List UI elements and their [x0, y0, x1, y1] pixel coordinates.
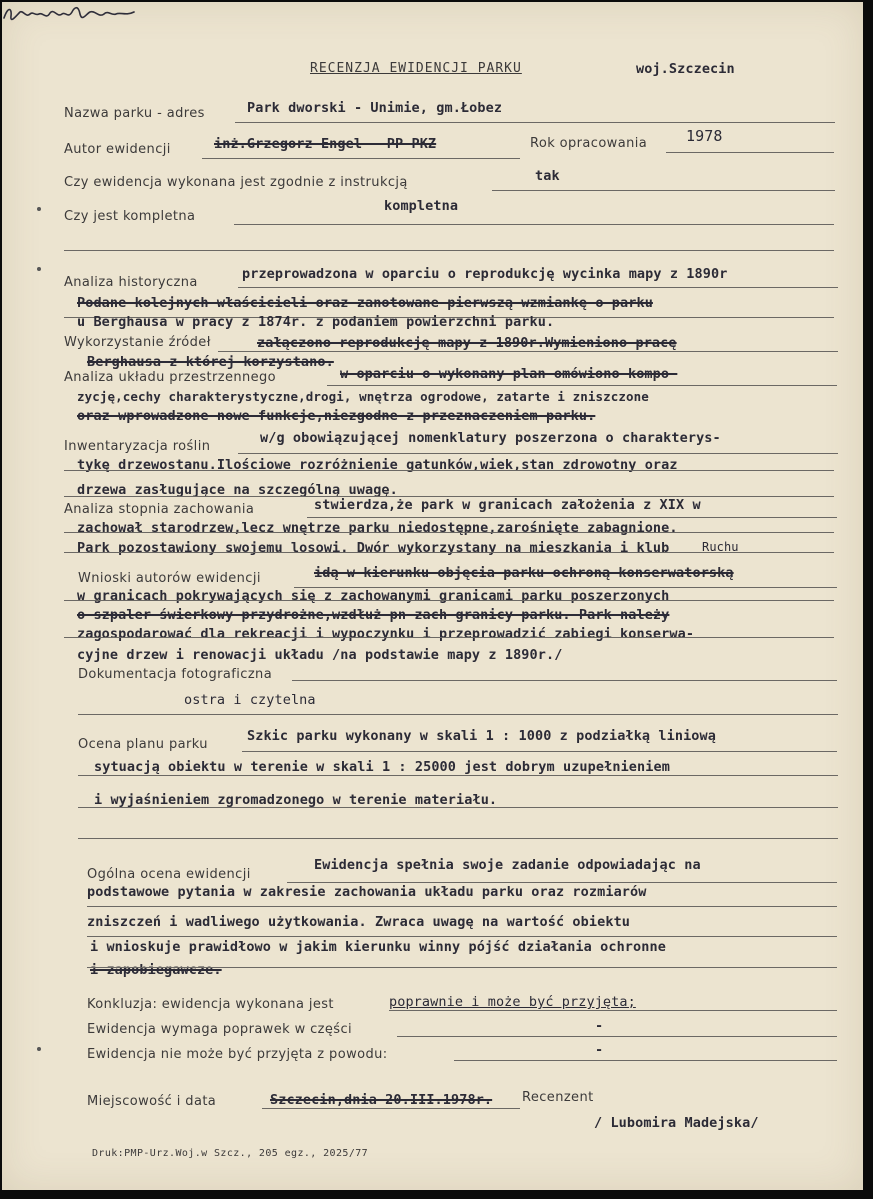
fill-line: [389, 1010, 837, 1011]
layout-line: w oparciu o wykonany plan omówiono kompo-: [340, 366, 678, 382]
corrections-label: Ewidencja wymaga poprawek w części: [87, 1022, 353, 1037]
punch-hole: [37, 1047, 41, 1051]
photo-label: Dokumentacja fotograficzna: [78, 667, 273, 682]
sources-line: Berghausa z której korzystano.: [87, 354, 334, 370]
conclusions-line: o szpaler świerkowy przydrożne,wzdłuż pn-zach granicy parku. Park należy: [77, 607, 670, 623]
overall-line: i zapobiegawcze.: [90, 962, 222, 978]
layout-label: Analiza układu przestrzennego: [64, 370, 277, 385]
fill-line: [238, 453, 838, 454]
fill-line: [218, 351, 838, 352]
history-line: Podane kolejnych właścicieli oraz zanotowane pierwszą wzmiankę o parku: [77, 295, 653, 311]
corrections-value: -: [595, 1018, 604, 1034]
region-label: woj.Szczecin: [636, 61, 735, 77]
fill-line: [64, 532, 834, 533]
fill-line: [87, 936, 837, 937]
plan-line: Szkic parku wykonany w skali 1 : 1000 z podziałką liniową: [247, 728, 716, 744]
document-sheet: [2, 2, 863, 1190]
conclusions-label: Wnioski autorów ewidencji: [78, 571, 261, 586]
preservation-line: zachował starodrzew,lecz wnętrze parku niedostępne,zarośnięte zabagnione.: [77, 520, 678, 536]
layout-line: oraz wprowadzone nowe funkcje,niezgodne z przeznaczeniem parku.: [77, 408, 596, 424]
preservation-line: Park pozostawiony swojemu losowi. Dwór wykorzystany na mieszkania i klub: [77, 540, 670, 556]
document-title: RECENZJA EWIDENCJI PARKU: [310, 61, 522, 76]
fill-line: [666, 152, 834, 153]
preservation-line: stwierdza,że park w granicach założenia z XIX w: [314, 497, 701, 513]
overall-line: Ewidencja spełnia swoje zadanie odpowiadając na: [314, 857, 701, 873]
fill-line: [492, 190, 835, 191]
inventory-label: Inwentaryzacja roślin: [64, 439, 211, 454]
reviewer-name: / Lubomira Madejska/: [594, 1115, 759, 1131]
punch-hole: [37, 207, 41, 211]
conclusions-line: idą w kierunku objęcia parku ochroną konserwatorską: [314, 565, 734, 581]
fill-line: [78, 775, 838, 776]
fill-line: [64, 250, 834, 251]
reviewer-label: Recenzent: [522, 1090, 594, 1105]
fill-line: [202, 158, 520, 159]
preservation-label: Analiza stopnia zachowania: [64, 502, 255, 517]
punch-hole: [37, 267, 41, 271]
place-date-label: Miejscowość i data: [87, 1094, 217, 1109]
fill-line: [78, 838, 838, 839]
fill-line: [238, 287, 838, 288]
conclusions-line: w granicach pokrywających się z zachowanymi granicami parku poszerzonych: [77, 588, 670, 604]
place-date-value: Szczecin,dnia 20.III.1978r.: [270, 1092, 493, 1108]
fill-line: [397, 1036, 837, 1037]
plan-line: i wyjaśnieniem zgromadzonego w terenie materiału.: [94, 792, 498, 808]
handwritten-signature: [2, 2, 142, 28]
fill-line: [287, 882, 837, 883]
instruction-label: Czy ewidencja wykonana jest zgodnie z instrukcją: [64, 175, 408, 190]
year-label: Rok opracowania: [530, 136, 648, 151]
fill-line: [78, 807, 838, 808]
fill-line: [64, 637, 834, 638]
photo-value: ostra i czytelna: [184, 692, 316, 708]
fill-line: [262, 1108, 520, 1109]
fill-line: [87, 906, 837, 907]
overall-line: zniszczeń i wadliwego użytkowania. Zwraca uwagę na wartość obiektu: [87, 914, 631, 930]
fill-line: [327, 385, 837, 386]
layout-line: zycję,cechy charakterystyczne,drogi, wnętrza ogrodowe, zatarte i zniszczone: [77, 389, 649, 404]
inventory-line: tykę drzewostanu.Ilościowe rozróżnienie gatunków,wiek,stan zdrowotny oraz: [77, 457, 678, 473]
history-line: u Berghausa w pracy z 1874r. z podaniem powierzchni parku.: [77, 314, 555, 330]
fill-line: [292, 680, 837, 681]
instruction-value: tak: [535, 168, 560, 184]
preservation-line: Ruchu: [702, 540, 739, 554]
print-info: Druk:PMP-Urz.Woj.w Szcz., 205 egz., 2025/77: [92, 1148, 369, 1159]
conclusion-value: poprawnie i może być przyjęta;: [389, 994, 636, 1010]
author-label: Autor ewidencji: [64, 142, 171, 157]
fill-line: [307, 517, 837, 518]
plan-label: Ocena planu parku: [78, 737, 208, 752]
plan-line: sytuacją obiektu w terenie w skali 1 : 25000 jest dobrym uzupełnieniem: [94, 759, 670, 775]
fill-line: [78, 714, 838, 715]
history-label: Analiza historyczna: [64, 275, 198, 290]
fill-line: [64, 470, 834, 471]
conclusions-line: cyjne drzew i renowacji układu /na podstawie mapy z 1890r./: [77, 647, 563, 663]
park-name-label: Nazwa parku - adres: [64, 106, 205, 121]
complete-label: Czy jest kompletna: [64, 209, 196, 224]
sources-label: Wykorzystanie źródeł: [64, 335, 211, 350]
history-line: przeprowadzona w oparciu o reprodukcję wycinka mapy z 1890r: [242, 266, 728, 282]
conclusions-line: zagospodarować dla rekreacji i wypoczynku i przeprowadzić zabiegi konserwa-: [77, 626, 695, 642]
fill-line: [235, 122, 835, 123]
fill-line: [242, 751, 837, 752]
complete-value: kompletna: [384, 198, 459, 214]
sources-line: załączono reprodukcję mapy z 1890r.Wymieniono pracę: [257, 335, 677, 351]
fill-line: [234, 224, 834, 225]
inventory-line: drzewa zasługujące na szczególną uwagę.: [77, 482, 398, 498]
fill-line: [454, 1060, 837, 1061]
park-name-value: Park dworski - Unimie, gm.Łobez: [247, 100, 503, 116]
year-value: 1978: [686, 127, 723, 145]
overall-line: podstawowe pytania w zakresie zachowania układu parku oraz rozmiarów: [87, 884, 647, 900]
author-value: inż.Grzegorz Engel - PP PKZ: [214, 136, 437, 152]
conclusion-label: Konkluzja: ewidencja wykonana jest: [87, 997, 334, 1012]
overall-line: i wnioskuje prawidłowo w jakim kierunku winny pójść działania ochronne: [90, 939, 666, 955]
reject-value: -: [595, 1042, 604, 1058]
overall-label: Ogólna ocena ewidencji: [87, 867, 251, 882]
inventory-line: w/g obowiązującej nomenklatury poszerzona o charakterys-: [260, 430, 721, 446]
fill-line: [64, 600, 834, 601]
reject-label: Ewidencja nie może być przyjęta z powodu:: [87, 1047, 388, 1062]
fill-line: [87, 967, 837, 968]
